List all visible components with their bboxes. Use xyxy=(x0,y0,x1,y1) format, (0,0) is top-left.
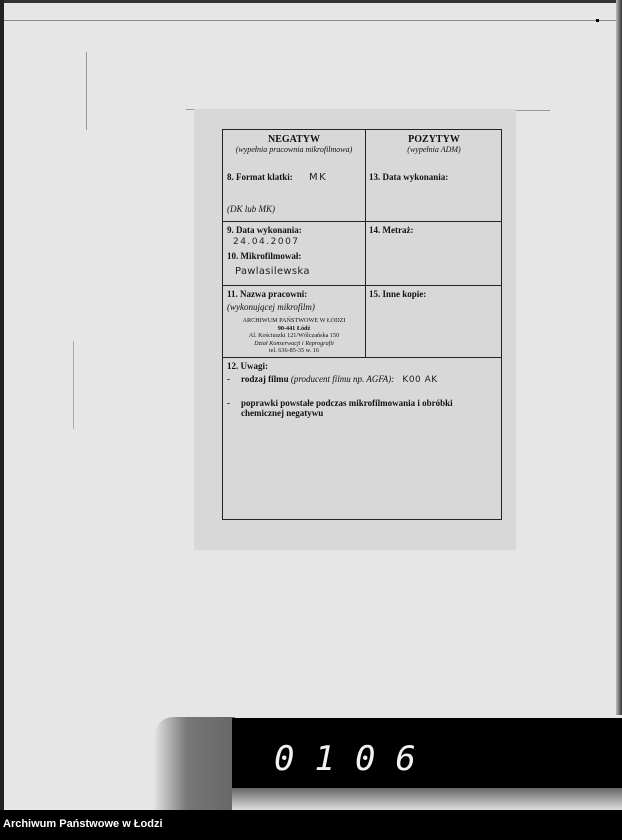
counter-shadow xyxy=(155,717,235,810)
remark-item xyxy=(227,398,467,418)
remarks-label: 12. Uwagi: xyxy=(227,361,268,371)
stamp-line: Al. Kościuszki 121/Wólczańska 150 xyxy=(248,332,340,340)
archive-caption: Archiwum Państwowe w Łodzi xyxy=(3,818,163,830)
archive-stamp xyxy=(223,317,365,355)
pozytyw-title: POZYTYW xyxy=(408,134,460,145)
date-operator-section xyxy=(223,222,365,285)
scan-artifact-line xyxy=(86,52,87,130)
lab-hint: (wykonującej mikrofilm) xyxy=(227,302,315,312)
film-edge-left xyxy=(0,0,4,810)
bullet: - xyxy=(227,398,230,408)
stamp-line: 90-441 Łódź xyxy=(277,324,311,332)
positive-date-label: 13. Data wykonania: xyxy=(369,172,449,182)
negatyw-title: NEGATYW xyxy=(267,134,321,145)
scan-mark xyxy=(596,19,599,22)
stamp-line: Dział Konserwacji i Reprografii xyxy=(254,339,334,347)
scan-artifact-line xyxy=(73,341,74,429)
bullet: - xyxy=(227,374,230,384)
card-edge-mark xyxy=(516,110,550,111)
format-label: 8. Format klatki: xyxy=(227,172,293,182)
remark-text: rodzaj filmu xyxy=(241,374,289,384)
remark-item xyxy=(227,374,497,385)
film-edge-top xyxy=(0,0,622,3)
negative-date-label: 9. Data wykonania: xyxy=(227,225,302,235)
format-field xyxy=(227,172,327,183)
film-type-value[interactable]: K00 AK xyxy=(402,375,438,385)
pozytyw-subtitle: (wypełnia ADM) xyxy=(407,145,461,154)
lab-label: 11. Nazwa pracowni: xyxy=(227,289,308,299)
format-value[interactable]: MK xyxy=(309,172,328,183)
counter-reflection xyxy=(232,788,622,810)
length-section xyxy=(366,222,502,285)
pozytyw-section xyxy=(366,130,502,221)
scan-guide-line xyxy=(4,20,616,21)
negatyw-section xyxy=(223,130,365,221)
length-label: 14. Metraż: xyxy=(369,225,414,235)
record-form xyxy=(222,129,502,520)
stamp-line: tel. 636-85-35 w. 16 xyxy=(269,347,319,355)
frame-number: 0106 xyxy=(274,739,436,779)
remark-note: (producent filmu np. AGFA): xyxy=(290,374,395,384)
remark-text: poprawki powstałe podczas mikrofilmowania i obróbki chemicznej negatywu xyxy=(241,398,453,418)
stamp-line: ARCHIWUM PAŃSTWOWE W ŁODZI xyxy=(242,317,346,324)
negatyw-subtitle: (wypełnia pracownia mikrofilmowa) xyxy=(235,145,353,154)
copies-section xyxy=(366,286,502,357)
operator-label: 10. Mikrofilmował: xyxy=(227,251,302,261)
negative-date-value[interactable]: 24.04.2007 xyxy=(233,237,300,247)
remarks-section xyxy=(223,358,502,518)
lab-section xyxy=(223,286,365,357)
film-edge-right xyxy=(616,0,622,715)
copies-label: 15. Inne kopie: xyxy=(369,289,427,299)
format-hint: (DK lub MK) xyxy=(227,204,275,214)
operator-value[interactable]: Pawlasilewska xyxy=(235,266,310,277)
